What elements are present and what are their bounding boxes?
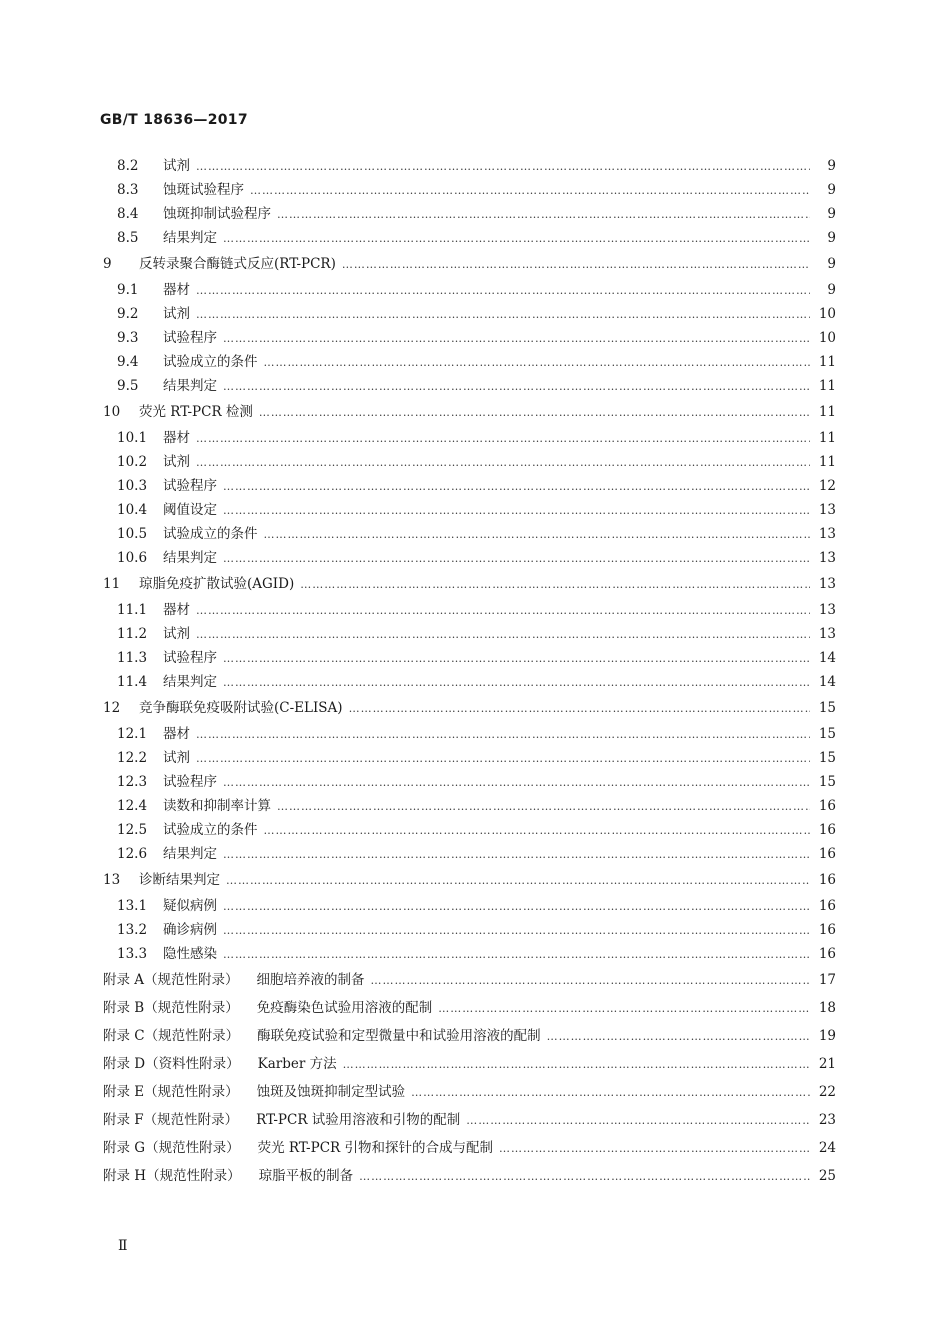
toc-entry-title: RT-PCR 试验用溶液和引物的配制 bbox=[256, 1112, 461, 1128]
toc-entry-page: 16 bbox=[818, 872, 836, 888]
toc-entry-number: 附录 F（规范性附录） bbox=[103, 1112, 239, 1128]
toc-entry-page: 21 bbox=[818, 1056, 836, 1072]
toc-leader-dots bbox=[342, 251, 810, 279]
toc-leader-dots bbox=[259, 399, 810, 427]
toc-leader-dots bbox=[438, 995, 810, 1023]
toc-entry-number: 附录 D（资料性附录） bbox=[103, 1056, 240, 1072]
toc-entry[interactable] bbox=[103, 994, 836, 1022]
toc-entry-number: 10.1 bbox=[117, 430, 148, 446]
toc-leader-dots bbox=[196, 599, 810, 623]
toc-entry[interactable] bbox=[103, 598, 836, 622]
toc-leader-dots bbox=[547, 1023, 810, 1051]
toc-entry-title: 细胞培养液的制备 bbox=[256, 972, 365, 988]
toc-entry-title: 疑似病例 bbox=[163, 898, 217, 914]
toc-entry-title: 器材 bbox=[163, 726, 190, 742]
toc-entry-page: 22 bbox=[818, 1084, 836, 1100]
toc-leader-dots bbox=[196, 747, 810, 771]
toc-entry-number: 11.1 bbox=[117, 602, 148, 618]
toc-leader-dots bbox=[223, 843, 810, 867]
toc-entry-page: 9 bbox=[827, 182, 836, 198]
toc-leader-dots bbox=[223, 547, 810, 571]
toc-entry[interactable] bbox=[103, 202, 836, 226]
toc-entry-page: 13 bbox=[818, 602, 836, 618]
toc-leader-dots bbox=[359, 1163, 810, 1191]
toc-entry-number: 13.1 bbox=[117, 898, 148, 914]
toc-leader-dots bbox=[196, 155, 810, 179]
toc-leader-dots bbox=[223, 647, 810, 671]
toc-entry-title: 阈值设定 bbox=[163, 502, 217, 518]
toc-entry-title: 竞争酶联免疫吸附试验(C-ELISA) bbox=[139, 700, 343, 716]
toc-entry-page: 14 bbox=[818, 674, 836, 690]
toc-entry-number: 12.5 bbox=[117, 822, 148, 838]
toc-entry-title: 试剂 bbox=[163, 750, 190, 766]
toc-entry-title: 琼脂免疫扩散试验(AGID) bbox=[139, 576, 295, 592]
toc-entry-page: 14 bbox=[818, 650, 836, 666]
toc-entry-number: 12.4 bbox=[117, 798, 148, 814]
toc-entry-number: 8.3 bbox=[117, 182, 139, 198]
toc-entry-title: 试验程序 bbox=[163, 478, 217, 494]
toc-entry-page: 9 bbox=[827, 230, 836, 246]
toc-entry-number: 12 bbox=[103, 700, 121, 716]
toc-leader-dots bbox=[196, 279, 810, 303]
toc-leader-dots bbox=[300, 571, 810, 599]
toc-entry[interactable] bbox=[103, 570, 836, 598]
toc-entry-title: 反转录聚合酶链式反应(RT-PCR) bbox=[139, 256, 336, 272]
toc-leader-dots bbox=[343, 1051, 810, 1079]
toc-entry-title: 试剂 bbox=[163, 158, 190, 174]
toc-leader-dots bbox=[223, 227, 810, 251]
toc-entry[interactable] bbox=[103, 1078, 836, 1106]
toc-entry[interactable] bbox=[103, 474, 836, 498]
toc-entry-page: 16 bbox=[818, 898, 836, 914]
toc-entry-page: 17 bbox=[818, 972, 836, 988]
toc-entry[interactable] bbox=[103, 894, 836, 918]
toc-entry-title: 试验程序 bbox=[163, 650, 217, 666]
toc-entry-title: Karber 方法 bbox=[257, 1056, 337, 1072]
toc-entry[interactable] bbox=[103, 374, 836, 398]
toc-entry-page: 10 bbox=[818, 330, 836, 346]
toc-entry-page: 16 bbox=[818, 946, 836, 962]
toc-entry-number: 10.3 bbox=[117, 478, 148, 494]
toc-entry-number: 附录 B（规范性附录） bbox=[103, 1000, 239, 1016]
toc-entry-page: 11 bbox=[818, 354, 836, 370]
toc-entry-title: 试剂 bbox=[163, 454, 190, 470]
toc-entry-page: 16 bbox=[818, 846, 836, 862]
toc-entry-title: 诊断结果判定 bbox=[139, 872, 220, 888]
toc-entry-page: 13 bbox=[818, 550, 836, 566]
toc-entry-title: 荧光 RT-PCR 检测 bbox=[139, 404, 253, 420]
toc-leader-dots bbox=[277, 795, 810, 819]
toc-leader-dots bbox=[223, 499, 810, 523]
toc-entry-page: 13 bbox=[818, 502, 836, 518]
toc-entry-page: 15 bbox=[818, 700, 836, 716]
toc-entry-number: 9.5 bbox=[117, 378, 139, 394]
toc-entry-number: 附录 E（规范性附录） bbox=[103, 1084, 239, 1100]
toc-entry-page: 13 bbox=[818, 526, 836, 542]
toc-leader-dots bbox=[466, 1107, 810, 1135]
toc-leader-dots bbox=[223, 943, 810, 967]
toc-entry-page: 9 bbox=[827, 158, 836, 174]
toc-entry[interactable] bbox=[103, 918, 836, 942]
toc-entry-number: 附录 C（规范性附录） bbox=[103, 1028, 240, 1044]
toc-entry[interactable] bbox=[103, 522, 836, 546]
toc-entry-number: 11.2 bbox=[117, 626, 148, 642]
toc-leader-dots bbox=[223, 475, 810, 499]
toc-entry-page: 16 bbox=[818, 922, 836, 938]
toc-leader-dots bbox=[223, 919, 810, 943]
toc-entry-title: 蚀斑抑制试验程序 bbox=[163, 206, 271, 222]
toc-entry[interactable] bbox=[103, 398, 836, 426]
toc-leader-dots bbox=[196, 427, 810, 451]
toc-entry-title: 结果判定 bbox=[163, 674, 217, 690]
toc-leader-dots bbox=[196, 723, 810, 747]
toc-entry-number: 12.6 bbox=[117, 846, 148, 862]
toc-entry-title: 试验成立的条件 bbox=[163, 354, 258, 370]
toc-entry-number: 10.6 bbox=[117, 550, 148, 566]
toc-entry-number: 12.1 bbox=[117, 726, 148, 742]
toc-entry[interactable] bbox=[103, 842, 836, 866]
toc-entry-number: 11 bbox=[103, 576, 121, 592]
toc-entry-title: 试验程序 bbox=[163, 774, 217, 790]
toc-entry-number: 附录 G（规范性附录） bbox=[103, 1140, 240, 1156]
toc-entry-number: 8.2 bbox=[117, 158, 139, 174]
toc-entry-number: 9 bbox=[103, 256, 112, 272]
toc-entry-title: 试验成立的条件 bbox=[163, 822, 258, 838]
toc-entry[interactable] bbox=[103, 1134, 836, 1162]
toc-entry-page: 15 bbox=[818, 774, 836, 790]
toc-leader-dots bbox=[196, 451, 810, 475]
toc-entry-number: 8.5 bbox=[117, 230, 139, 246]
toc-entry-page: 9 bbox=[827, 256, 836, 272]
toc-leader-dots bbox=[196, 623, 810, 647]
toc-entry[interactable] bbox=[103, 154, 836, 178]
toc-entry-page: 23 bbox=[818, 1112, 836, 1128]
toc-entry-title: 试剂 bbox=[163, 306, 190, 322]
toc-entry-title: 结果判定 bbox=[163, 550, 217, 566]
toc-entry-title: 结果判定 bbox=[163, 230, 217, 246]
toc-entry-page: 10 bbox=[818, 306, 836, 322]
toc-entry-page: 11 bbox=[818, 430, 836, 446]
toc-entry-title: 器材 bbox=[163, 430, 190, 446]
toc-entry-title: 蚀斑试验程序 bbox=[163, 182, 244, 198]
toc-entry-number: 11.4 bbox=[117, 674, 148, 690]
toc-entry[interactable] bbox=[103, 450, 836, 474]
toc-entry-title: 读数和抑制率计算 bbox=[163, 798, 271, 814]
toc-entry-page: 15 bbox=[818, 750, 836, 766]
toc-entry-page: 12 bbox=[818, 478, 836, 494]
toc-entry-title: 器材 bbox=[163, 602, 190, 618]
toc-leader-dots bbox=[223, 375, 810, 399]
toc-entry-title: 结果判定 bbox=[163, 846, 217, 862]
toc-entry-number: 附录 H（规范性附录） bbox=[103, 1168, 241, 1184]
toc-leader-dots bbox=[223, 327, 810, 351]
toc-entry-title: 试验成立的条件 bbox=[163, 526, 258, 542]
toc-leader-dots bbox=[264, 351, 811, 375]
toc-entry[interactable] bbox=[103, 670, 836, 694]
toc-entry-title: 荧光 RT-PCR 引物和探针的合成与配制 bbox=[257, 1140, 493, 1156]
toc-leader-dots bbox=[196, 303, 810, 327]
toc-entry-title: 确诊病例 bbox=[163, 922, 217, 938]
toc-entry-number: 8.4 bbox=[117, 206, 139, 222]
toc-entry[interactable] bbox=[103, 426, 836, 450]
toc-entry-page: 18 bbox=[818, 1000, 836, 1016]
toc-leader-dots bbox=[349, 695, 810, 723]
toc-leader-dots bbox=[277, 203, 810, 227]
toc-entry-title: 试验程序 bbox=[163, 330, 217, 346]
toc-entry[interactable] bbox=[103, 1022, 836, 1050]
toc-entry[interactable] bbox=[103, 226, 836, 250]
toc-entry[interactable] bbox=[103, 746, 836, 770]
toc-entry-page: 11 bbox=[818, 404, 836, 420]
toc-entry-page: 11 bbox=[818, 378, 836, 394]
toc-entry-page: 16 bbox=[818, 798, 836, 814]
toc-entry-number: 10.2 bbox=[117, 454, 148, 470]
toc-leader-dots bbox=[264, 819, 811, 843]
toc-entry[interactable] bbox=[103, 350, 836, 374]
toc-entry-number: 9.2 bbox=[117, 306, 139, 322]
toc-entry-title: 结果判定 bbox=[163, 378, 217, 394]
toc-entry[interactable] bbox=[103, 866, 836, 894]
toc-entry[interactable] bbox=[103, 1106, 836, 1134]
toc-entry-number: 9.3 bbox=[117, 330, 139, 346]
toc-entry-page: 9 bbox=[827, 206, 836, 222]
toc-entry[interactable] bbox=[103, 1162, 836, 1190]
toc-entry-title: 蚀斑及蚀斑抑制定型试验 bbox=[256, 1084, 406, 1100]
toc-entry-number: 附录 A（规范性附录） bbox=[103, 972, 239, 988]
toc-entry-number: 13 bbox=[103, 872, 121, 888]
toc-entry-page: 16 bbox=[818, 822, 836, 838]
toc-entry-number: 11.3 bbox=[117, 650, 148, 666]
table-of-contents bbox=[103, 154, 836, 1190]
toc-entry-number: 10.4 bbox=[117, 502, 148, 518]
toc-entry-title: 试剂 bbox=[163, 626, 190, 642]
toc-entry-title: 酶联免疫试验和定型微量中和试验用溶液的配制 bbox=[257, 1028, 541, 1044]
toc-entry[interactable] bbox=[103, 1050, 836, 1078]
toc-entry-page: 25 bbox=[818, 1168, 836, 1184]
toc-entry[interactable] bbox=[103, 326, 836, 350]
toc-leader-dots bbox=[371, 967, 810, 995]
toc-entry-page: 13 bbox=[818, 626, 836, 642]
toc-entry-page: 15 bbox=[818, 726, 836, 742]
toc-leader-dots bbox=[223, 895, 810, 919]
toc-entry-page: 13 bbox=[818, 576, 836, 592]
toc-entry[interactable] bbox=[103, 966, 836, 994]
toc-entry-number: 13.2 bbox=[117, 922, 148, 938]
toc-entry[interactable] bbox=[103, 794, 836, 818]
toc-entry[interactable] bbox=[103, 646, 836, 670]
toc-leader-dots bbox=[411, 1079, 810, 1107]
toc-entry[interactable] bbox=[103, 722, 836, 746]
toc-entry[interactable] bbox=[103, 178, 836, 202]
toc-entry[interactable] bbox=[103, 278, 836, 302]
toc-entry-title: 琼脂平板的制备 bbox=[258, 1168, 354, 1184]
toc-entry-number: 9.1 bbox=[117, 282, 139, 298]
toc-leader-dots bbox=[226, 867, 810, 895]
page-number: Ⅱ bbox=[118, 1238, 128, 1254]
toc-entry-page: 24 bbox=[818, 1140, 836, 1156]
toc-leader-dots bbox=[499, 1135, 810, 1163]
toc-entry[interactable] bbox=[103, 622, 836, 646]
toc-leader-dots bbox=[223, 771, 810, 795]
toc-entry-page: 19 bbox=[818, 1028, 836, 1044]
toc-entry-page: 9 bbox=[827, 282, 836, 298]
toc-entry-title: 器材 bbox=[163, 282, 190, 298]
standard-code-header: GB/T 18636—2017 bbox=[100, 112, 248, 128]
toc-leader-dots bbox=[264, 523, 811, 547]
toc-entry[interactable] bbox=[103, 818, 836, 842]
toc-entry[interactable] bbox=[103, 498, 836, 522]
toc-entry[interactable] bbox=[103, 302, 836, 326]
toc-entry[interactable] bbox=[103, 942, 836, 966]
toc-entry[interactable] bbox=[103, 250, 836, 278]
toc-entry[interactable] bbox=[103, 694, 836, 722]
toc-entry-number: 10.5 bbox=[117, 526, 148, 542]
toc-entry-number: 13.3 bbox=[117, 946, 148, 962]
toc-entry-number: 12.2 bbox=[117, 750, 148, 766]
toc-entry[interactable] bbox=[103, 770, 836, 794]
toc-leader-dots bbox=[223, 671, 810, 695]
toc-entry-number: 12.3 bbox=[117, 774, 148, 790]
toc-entry-number: 9.4 bbox=[117, 354, 139, 370]
toc-entry-title: 隐性感染 bbox=[163, 946, 217, 962]
toc-leader-dots bbox=[250, 179, 810, 203]
toc-entry[interactable] bbox=[103, 546, 836, 570]
toc-entry-title: 免疫酶染色试验用溶液的配制 bbox=[256, 1000, 433, 1016]
toc-entry-page: 11 bbox=[818, 454, 836, 470]
toc-entry-number: 10 bbox=[103, 404, 121, 420]
